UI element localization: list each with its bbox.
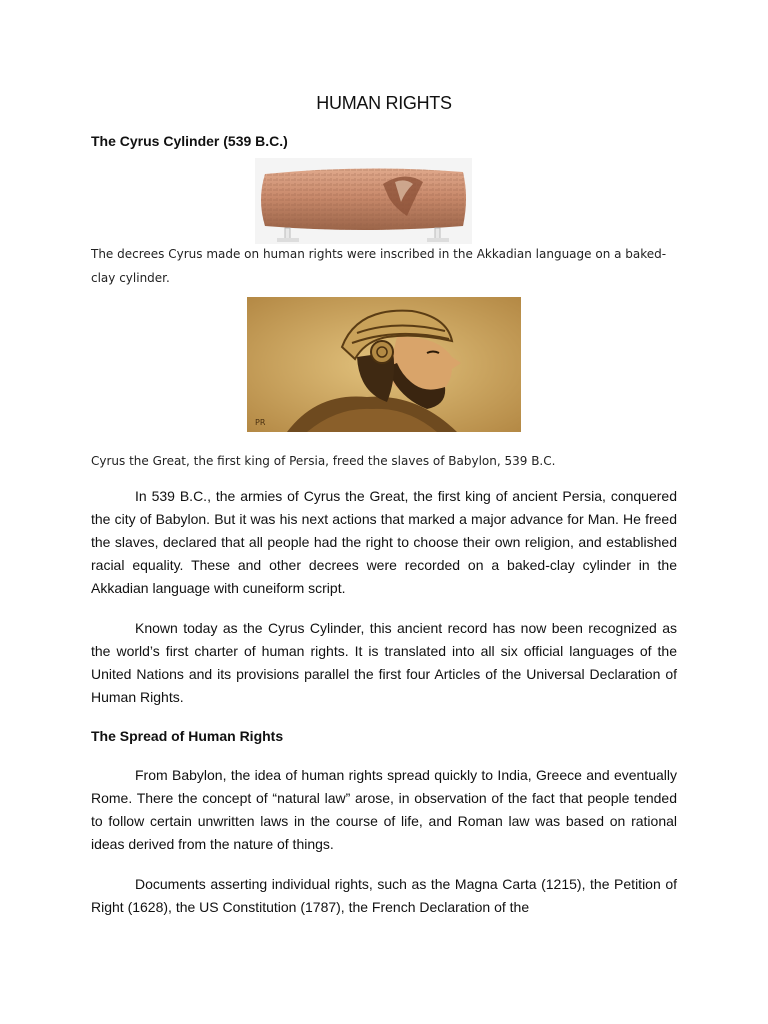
section-heading-spread: The Spread of Human Rights [91, 728, 284, 744]
cyrus-cylinder-image [255, 158, 472, 244]
page-title: HUMAN RIGHTS [316, 93, 452, 113]
paragraph-4: Documents asserting individual rights, such as the Magna Carta (1215), the Petition of Right (1628), the US Constitution (1787), the French Declaration of the [91, 876, 677, 915]
paragraph-3: From Babylon, the idea of human rights spread quickly to India, Greece and eventually Rome. There the concept of “natural law” arose, in observation of the fact that people tended to follow certain unwritten laws in the course of life, and Roman law was based on rational ideas derived from the nature of things. [91, 767, 677, 852]
cyrus-portrait-image [247, 297, 521, 432]
caption-cyrus-portrait: Cyrus the Great, the first king of Persia, freed the slaves of Babylon, 539 B.C. [91, 454, 556, 468]
paragraph-2: Known today as the Cyrus Cylinder, this ancient record has now been recognized as the world’s first charter of human rights. It is translated into all six official languages of the United Nations and its provisions parallel the first four Articles of the Universal Declaration of Human Rights. [91, 620, 677, 705]
paragraph-1: In 539 B.C., the armies of Cyrus the Great, the first king of ancient Persia, conquered the city of Babylon. But it was his next actions that marked a major advance for Man. He freed the slaves, declared that all people had the right to choose their own religion, and established racial equality. These and other decrees were recorded on a baked-clay cylinder in the Akkadian language with cuneiform script. [91, 488, 677, 596]
caption-cyrus-cylinder: The decrees Cyrus made on human rights were inscribed in the Akkadian language on a baked-clay cylinder. [91, 247, 667, 285]
portrait-signature: PR [255, 418, 266, 427]
section-heading-cyrus-cylinder: The Cyrus Cylinder (539 B.C.) [91, 133, 288, 149]
